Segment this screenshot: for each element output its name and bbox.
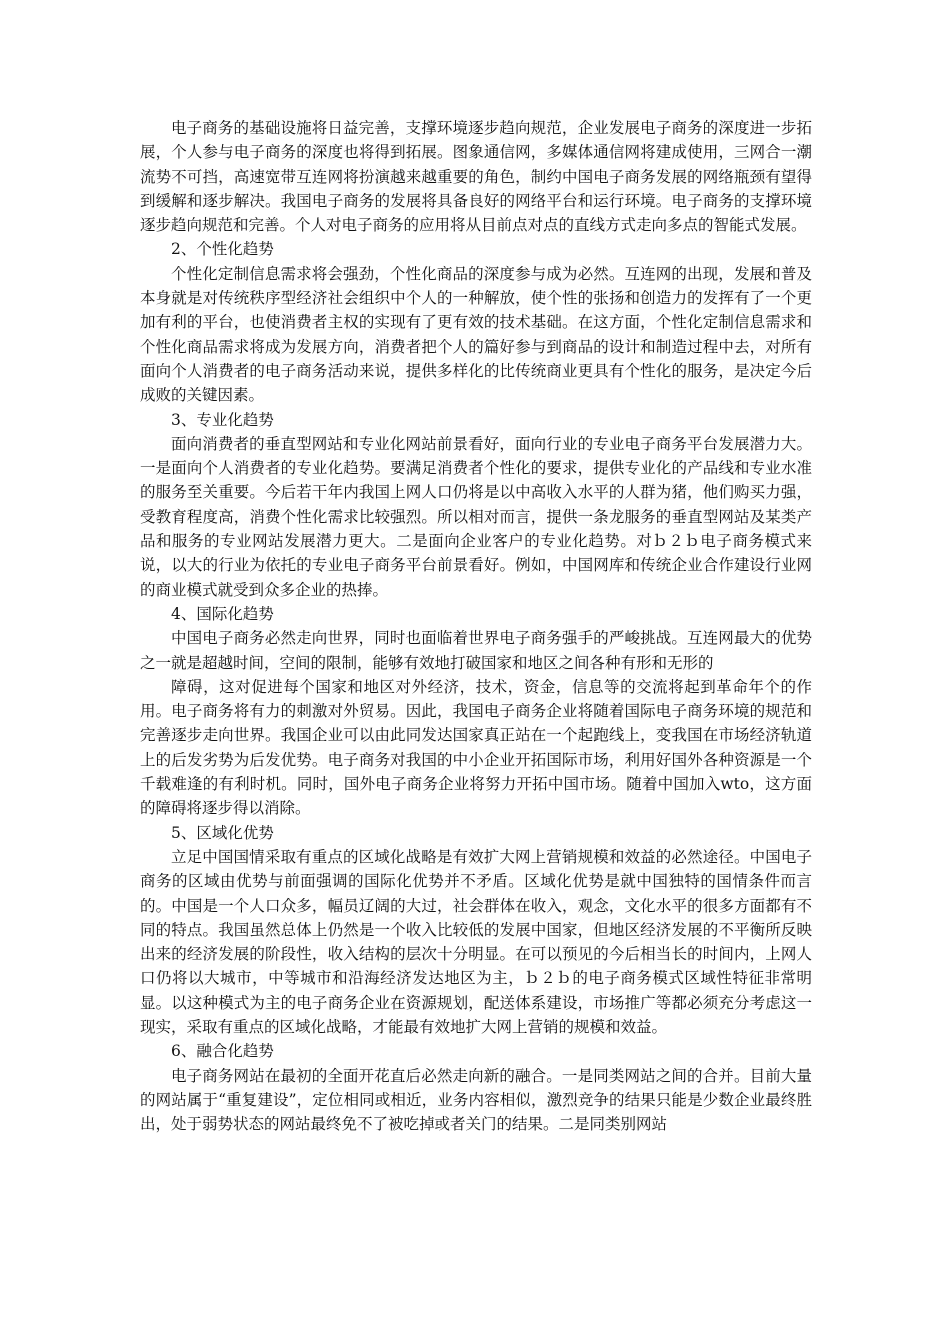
paragraph-personalization: 个性化定制信息需求将会强劲，个性化商品的深度参与成为必然。互连网的出现，发展和普及本身就是对传统秩序型经济社会组织中个人的一种解放，使个性的张扬和创造力的发挥有了一个更加有利的平台，也使消费者主权的实现有了更有效的技术基础。在这方面，个性化定制信息需求和个性化商品需求将成为发展方向，消费者把个人的篇好参与到商品的设计和制造过程中去，对所有面向个人消费者的电子商务活动来说，提供多样化的比传统商业更具有个性化的服务，是决定今后成败的关键因素。 <box>140 264 812 405</box>
heading-specialization: 3、专业化趋势 <box>171 410 274 429</box>
paragraph-internationalization-1: 中国电子商务必然走向世界，同时也面临着世界电子商务强手的严峻挑战。互连网最大的优势之一就是超越时间，空间的限制，能够有效地打破国家和地区之间各种有形和无形的 <box>140 629 812 672</box>
heading-integration: 6、融合化趋势 <box>171 1042 274 1061</box>
paragraph-integration: 电子商务网站在最初的全面开花直后必然走向新的融合。一是同类网站之间的合并。目前大量的网站属于“重复建设”，定位相同或相近，业务内容相似，激烈竞争的结果只能是少数企业最终胜出，处于弱势状态的网站最终免不了被吃掉或者关门的结果。二是同类别网站 <box>140 1066 812 1134</box>
paragraph-specialization: 面向消费者的垂直型网站和专业化网站前景看好，面向行业的专业电子商务平台发展潜力大。一是面向个人消费者的专业化趋势。要满足消费者个性化的要求，提供专业化的产品线和专业水准的服务至关重要。今后若干年内我国上网人口仍将是以中高收入水平的人群为猪，他们购买力强，受教育程度高，消费个性化需求比较强烈。所以相对而言，提供一条龙服务的垂直型网站及某类产品和服务的专业网站发展潜力更大。二是面向企业客户的专业化趋势。对ｂ２ｂ电子商务模式来说，以大的行业为依托的专业电子商务平台前景看好。例如，中国网库和传统企业合作建设行业网的商业模式就受到众多企业的热捧。 <box>140 434 812 599</box>
paragraph-regionalization: 立足中国国情采取有重点的区域化战略是有效扩大网上营销规模和效益的必然途径。中国电子商务的区域由优势与前面强调的国际化优势并不矛盾。区域化优势是就中国独特的国情条件而言的。中国是一个人口众多，幅员辽阔的大过，社会群体在收入，观念，文化水平的很多方面都有不同的特点。我国虽然总体上仍然是一个收入比较低的发展中国家，但地区经济发展的不平衡所反映出来的经济发展的阶段性，收入结构的层次十分明显。在可以预见的今后相当长的时间内，上网人口仍将以大城市，中等城市和沿海经济发达地区为主，ｂ２ｂ的电子商务模式区域性特征非常明显。以这种模式为主的电子商务企业在资源规划，配送体系建设，市场推广等都必须充分考虑这一现实，采取有重点的区域化战略，才能最有效地扩大网上营销的规模和效益。 <box>140 847 812 1036</box>
document-page <box>140 116 812 1136</box>
heading-internationalization: 4、国际化趋势 <box>171 604 274 623</box>
heading-regionalization: 5、区域化优势 <box>171 823 274 842</box>
heading-personalization: 2、个性化趋势 <box>171 240 274 259</box>
paragraph-infrastructure: 电子商务的基础设施将日益完善，支撑环境逐步趋向规范，企业发展电子商务的深度进一步拓展，个人参与电子商务的深度也将得到拓展。图象通信网，多媒体通信网将建成使用，三网合一潮流势不可挡，高速宽带互连网将扮演越来越重要的角色，制约中国电子商务发展的网络瓶颈有望得到缓解和逐步解决。我国电子商务的发展将具备良好的网络平台和运行环境。电子商务的支撑环境逐步趋向规范和完善。个人对电子商务的应用将从目前点对点的直线方式走向多点的智能式发展。 <box>140 119 812 235</box>
paragraph-internationalization-2: 障碍，这对促进每个国家和地区对外经济，技术，资金，信息等的交流将起到革命年个的作用。电子商务将有力的刺激对外贸易。因此，我国电子商务企业将随着国际电子商务环境的规范和完善逐步走向世界。我国企业可以由此同发达国家真正站在一个起跑线上，变我国在市场经济轨道上的后发劣势为后发优势。电子商务对我国的中小企业开拓国际市场，利用好国外各种资源是一个千载难逢的有利时机。同时，国外电子商务企业将努力开拓中国市场。随着中国加入wto，这方面的障碍将逐步得以消除。 <box>140 677 812 818</box>
